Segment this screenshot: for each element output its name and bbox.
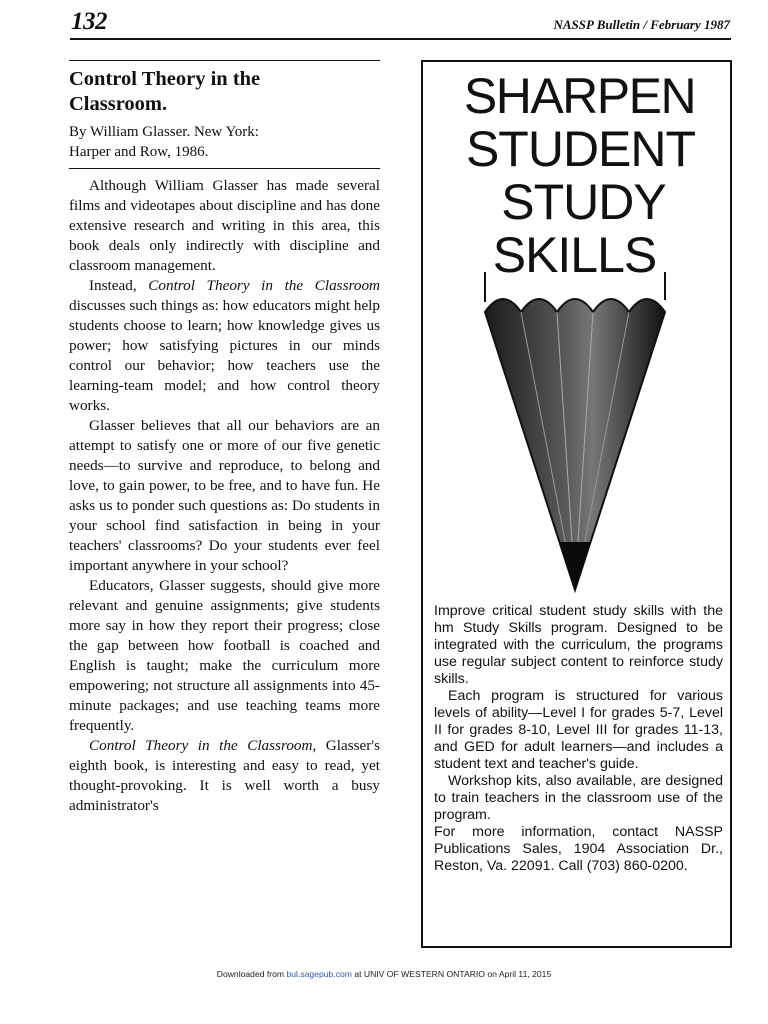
text-run: Instead, [89, 277, 149, 294]
review-paragraph [69, 736, 380, 816]
ad-headline-line: SHARPEN [463, 68, 696, 124]
ad-paragraph: Improve critical student study skills with the hm Study Skills program. Designed to be integrated with the curriculum, the programs use regular subject content to reinforce study skills. [434, 603, 723, 687]
review-paragraph: Educators, Glasser suggests, should give more relevant and genuine assignments; give students more say in how they report their progress; close the gap between how football is coached and English is taught; make the curriculum more empowering; not structure all assignments into 45-minute packages; and use teaching teams more frequently. [69, 577, 380, 734]
review-body [69, 176, 380, 816]
ad-copy [434, 603, 723, 875]
running-head: NASSP Bulletin / February 1987 [553, 17, 730, 32]
advertisement-box [421, 60, 732, 948]
page-number: 132 [71, 8, 107, 35]
review-title-line: Control Theory in the [69, 68, 261, 90]
book-review-column [69, 60, 380, 816]
book-title-italic: Control Theory in the Classroom [148, 277, 381, 294]
footer-link[interactable]: bul.sagepub.com [286, 969, 352, 979]
ad-headline [423, 70, 730, 282]
byline-line: By William Glasser. New York: [69, 124, 259, 140]
text-run: Glasser's eighth book, is interesting and easy to read, yet thought-provoking. It is well worth a busy administrator's [69, 737, 381, 814]
ad-contact-info: For more information, contact NASSP Publications Sales, 1904 Association Dr., Reston, Va. 22091. Call (703) 860-0200. [434, 824, 723, 874]
book-title-italic: Control Theory in the Classroom, [89, 737, 317, 754]
ad-headline-line: STUDENT [465, 121, 696, 177]
review-byline [69, 122, 380, 169]
byline-line: Harper and Row, 1986. [69, 144, 209, 160]
ad-paragraph: Workshop kits, also available, are designed to train teachers in the classroom use of the program. [434, 773, 723, 823]
review-paragraph: Although William Glasser has made several films and videotapes about discipline and has done extensive research and writing in this area, this book deals only indirectly with discipline and classroom management. [69, 177, 380, 274]
text-run: discusses such things as: how educators might help students choose to learn; how knowledge gives us power; how satisfying pictures in our minds control our behavior; how teachers use the learning-team model; and how control theory works. [69, 297, 380, 414]
footer-text: at UNIV OF WESTERN ONTARIO on April 11, 2015 [351, 969, 552, 979]
ad-paragraph: Each program is structured for various levels of ability—Level I for grades 5-7, Level II for grades 8-10, Level III for grades 11-13, and GED for adult learners—and includes a student text and teacher's guide. [434, 688, 723, 772]
title-top-rule [69, 60, 380, 61]
pencil-tip-icon [475, 272, 675, 602]
review-title-line: Classroom. [69, 93, 168, 115]
footer-text: Downloaded from [216, 969, 287, 979]
review-paragraph [69, 276, 380, 416]
download-footer [0, 969, 768, 979]
ad-headline-line: STUDY [501, 174, 666, 230]
review-title [69, 67, 380, 117]
review-paragraph: Glasser believes that all our behaviors are an attempt to satisfy one or more of our five genetic needs—to survive and reproduce, to belong and love, to gain power, to be free, and to have fun. He asks us to ponder such questions as: Do students in your school find satisfaction in being in your teachers' classrooms? Do your students ever feel important anywhere in your school? [69, 417, 380, 574]
ad-headline-line: SKILLS [492, 227, 657, 283]
header-rule [70, 38, 731, 40]
